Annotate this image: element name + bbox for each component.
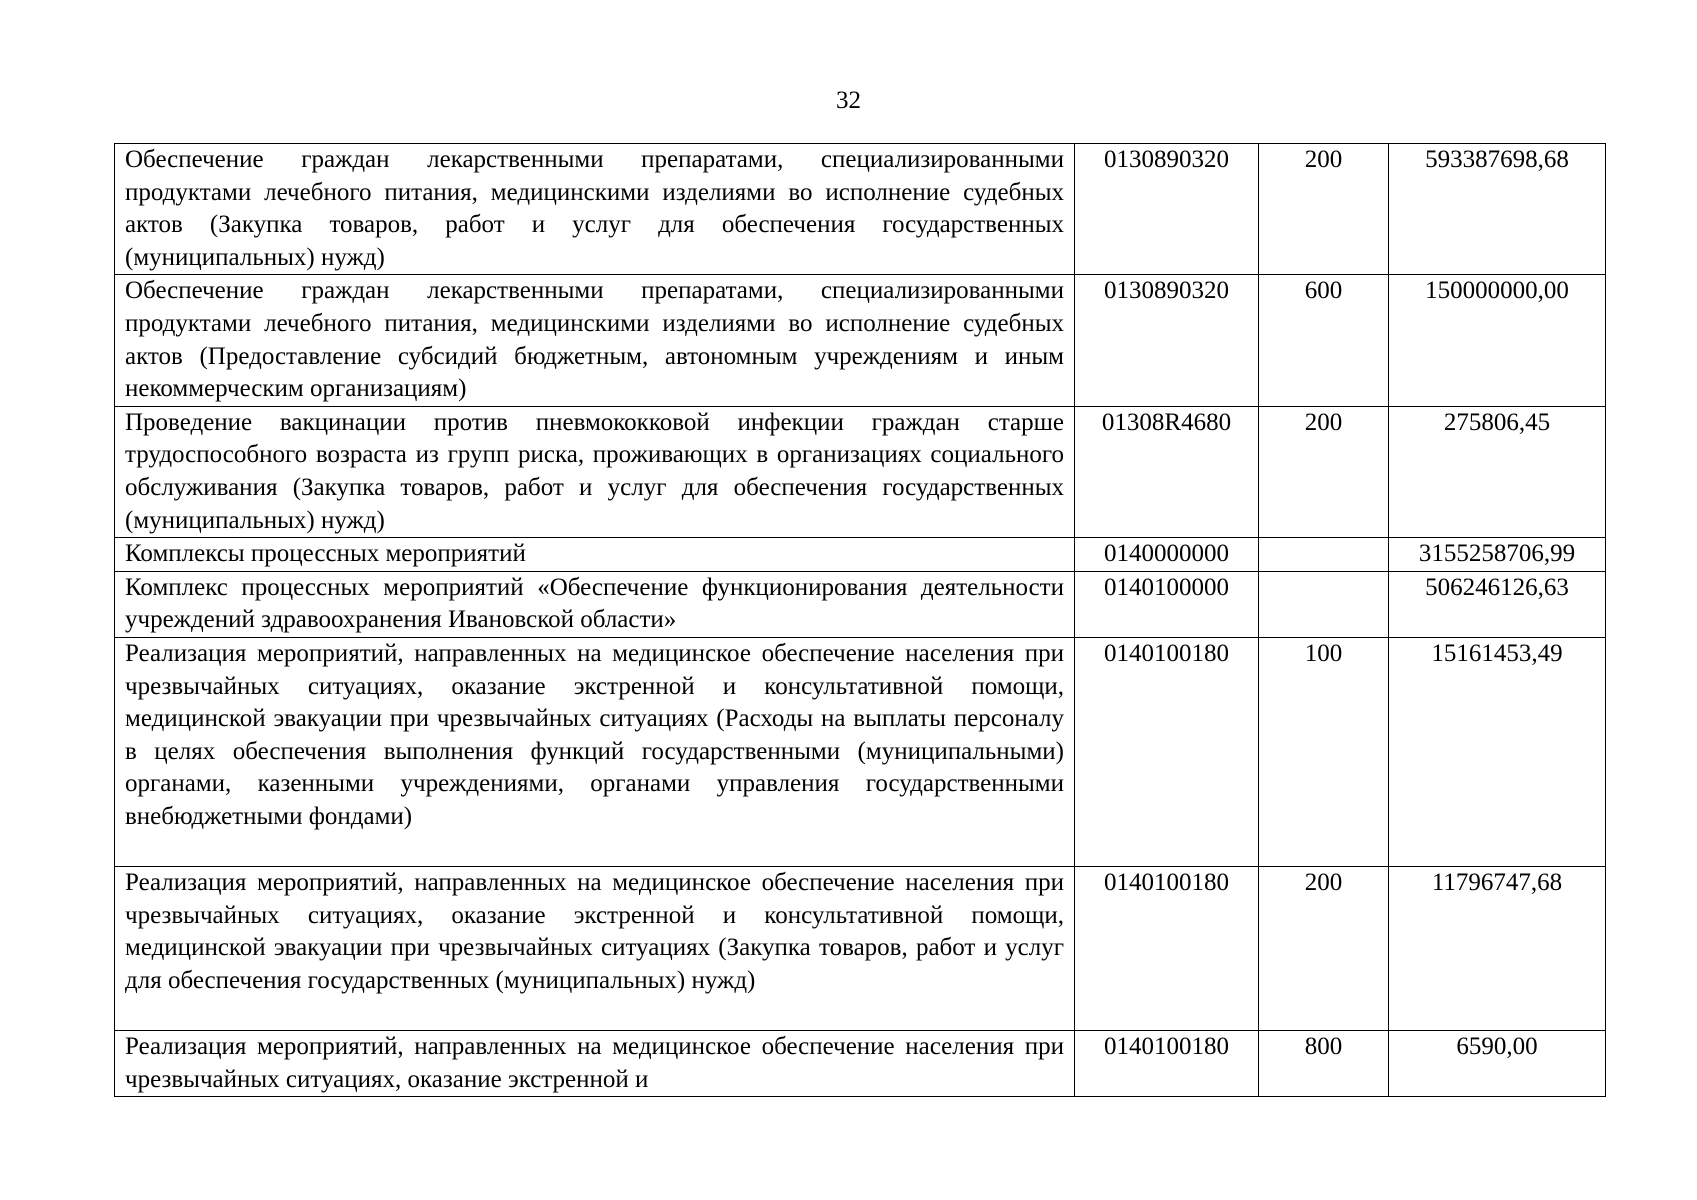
expense-name: Реализация мероприятий, направленных на медицинское обеспечение населения при чрезвычайных ситуациях, оказание экстренной и консультативной помощи, медицинской эвакуации при чрезвычайных ситуациях (Расходы на выплаты персоналу в целях обеспечения выполнения функций государственными (муниципальными) органами, казенными учреждениями, органами управления государственными внебюджетными фондами)	[115, 637, 1075, 866]
expense-type-code: 800	[1259, 1030, 1389, 1096]
target-article-code: 0140000000	[1075, 538, 1259, 572]
amount: 11796747,68	[1389, 866, 1606, 1030]
table-row	[115, 637, 1606, 866]
expense-type-code	[1259, 571, 1389, 637]
amount: 506246126,63	[1389, 571, 1606, 637]
target-article-code: 01308R4680	[1075, 406, 1259, 537]
amount: 6590,00	[1389, 1030, 1606, 1096]
expense-name: Проведение вакцинации против пневмококковой инфекции граждан старше трудоспособного возраста из групп риска, проживающих в организациях социального обслуживания (Закупка товаров, работ и услуг для обеспечения государственных (муниципальных) нужд)	[115, 406, 1075, 537]
target-article-code: 0140100180	[1075, 866, 1259, 1030]
table-row	[115, 144, 1606, 275]
expense-name: Реализация мероприятий, направленных на медицинское обеспечение населения при чрезвычайных ситуациях, оказание экстренной и консультативной помощи, медицинской эвакуации при чрезвычайных ситуациях (Закупка товаров, работ и услуг для обеспечения государственных (муниципальных) нужд)	[115, 866, 1075, 1030]
target-article-code: 0140100180	[1075, 1030, 1259, 1096]
page-number: 32	[836, 87, 861, 114]
amount: 593387698,68	[1389, 144, 1606, 275]
target-article-code: 0130890320	[1075, 275, 1259, 406]
expense-type-code: 200	[1259, 406, 1389, 537]
expense-type-code: 100	[1259, 637, 1389, 866]
budget-table	[114, 143, 1606, 1097]
expense-name: Реализация мероприятий, направленных на медицинское обеспечение населения при чрезвычайных ситуациях, оказание экстренной и	[115, 1030, 1075, 1096]
table-row	[115, 571, 1606, 637]
amount: 150000000,00	[1389, 275, 1606, 406]
expense-type-code: 600	[1259, 275, 1389, 406]
amount: 275806,45	[1389, 406, 1606, 537]
amount: 15161453,49	[1389, 637, 1606, 866]
expense-name: Комплекс процессных мероприятий «Обеспечение функционирования деятельности учреждений здравоохранения Ивановской области»	[115, 571, 1075, 637]
expense-name: Обеспечение граждан лекарственными препаратами, специализированными продуктами лечебного питания, медицинскими изделиями во исполнение судебных актов (Предоставление субсидий бюджетным, автономным учреждениям и иным некоммерческим организациям)	[115, 275, 1075, 406]
expense-name: Комплексы процессных мероприятий	[115, 538, 1075, 572]
table-row	[115, 406, 1606, 537]
expense-type-code: 200	[1259, 866, 1389, 1030]
table-row	[115, 1030, 1606, 1096]
amount: 3155258706,99	[1389, 538, 1606, 572]
expense-type-code	[1259, 538, 1389, 572]
expense-name: Обеспечение граждан лекарственными препаратами, специализированными продуктами лечебного питания, медицинскими изделиями во исполнение судебных актов (Закупка товаров, работ и услуг для обеспечения государственных (муниципальных) нужд)	[115, 144, 1075, 275]
target-article-code: 0130890320	[1075, 144, 1259, 275]
table-row	[115, 275, 1606, 406]
target-article-code: 0140100000	[1075, 571, 1259, 637]
target-article-code: 0140100180	[1075, 637, 1259, 866]
table-row	[115, 866, 1606, 1030]
table-row	[115, 538, 1606, 572]
expense-type-code: 200	[1259, 144, 1389, 275]
